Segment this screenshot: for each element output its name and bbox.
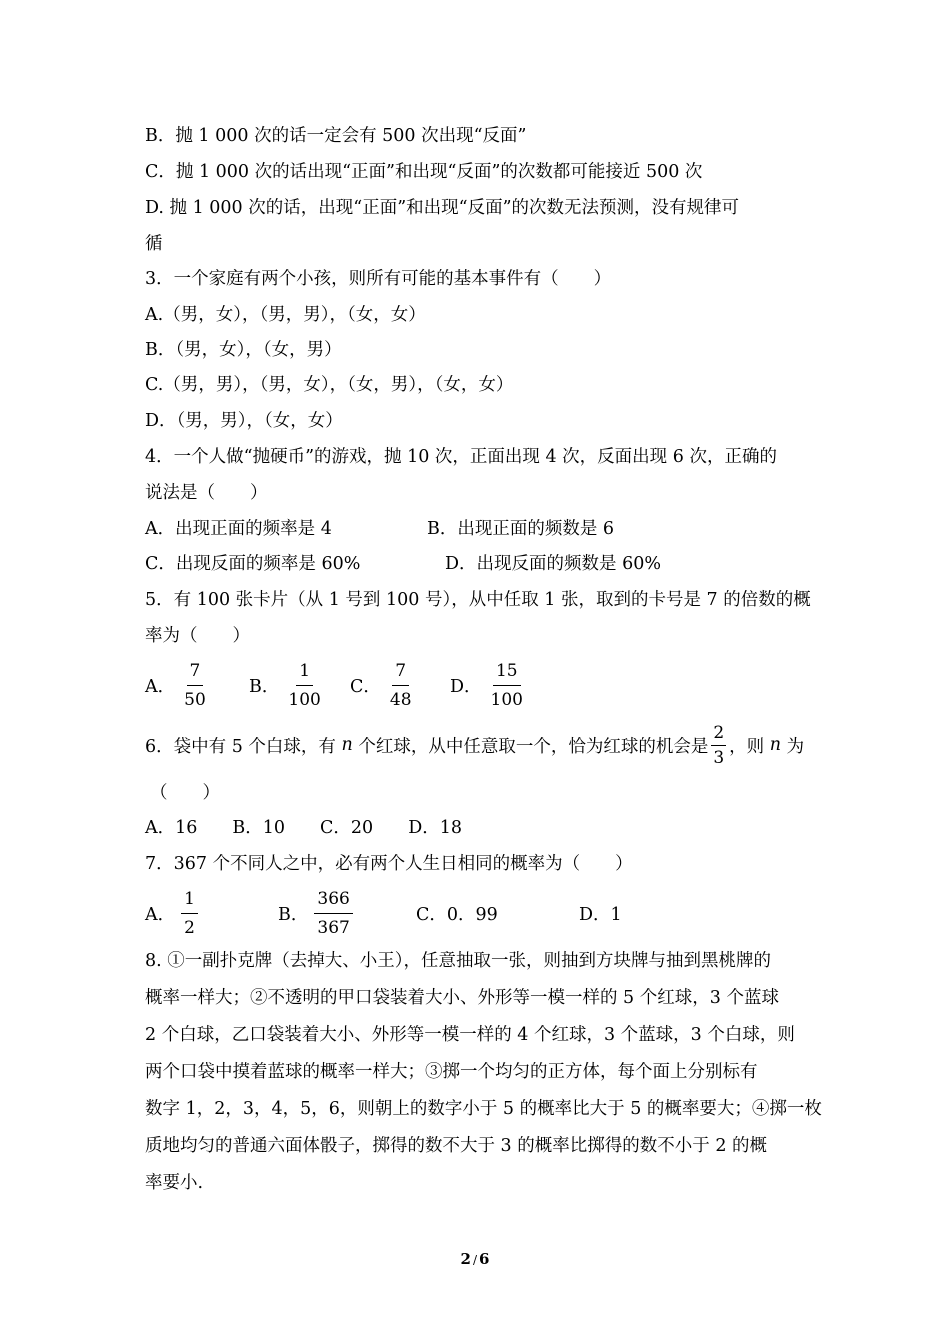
q8-stem-line5: 数字 1，2，3，4，5，6，则朝上的数字小于 5 的概率比大于 5 的概率要大；④掷一枚 bbox=[145, 1099, 822, 1119]
q8-stem-line6: 质地均匀的普通六面体骰子，掷得的数不大于 3 的概率比掷得的数不小于 2 的概 bbox=[145, 1136, 768, 1156]
q4-stem-line2: 说法是（ ） bbox=[145, 483, 268, 503]
fraction: $\frac{366}{367}$ bbox=[314, 888, 352, 939]
q5-stem-line1: 5．有 100 张卡片（从 1 号到 100 号），从中任取 1 张，取到的卡号是 7 的倍数的概 bbox=[145, 590, 811, 610]
q4-option-a: A．出现正面的频率是 4 bbox=[145, 519, 332, 539]
q8-stem-line7: 率要小. bbox=[145, 1173, 204, 1193]
q7-option-a: A． $\frac{1}{2}$ bbox=[145, 883, 198, 943]
q8-stem-line1: 8. ①一副扑克牌（去掉大、小王），任意抽取一张，则抽到方块牌与抽到黑桃牌的 bbox=[145, 951, 772, 971]
q4-option-d: D．出现反面的频数是 60% bbox=[445, 554, 661, 574]
q2-option-c: C．抛 1 000 次的话出现“正面”和出现“反面”的次数都可能接近 500 次 bbox=[145, 162, 703, 182]
q5-option-a: A． $\frac{7}{50}$ bbox=[145, 655, 209, 715]
fraction: $\frac{1}{2}$ bbox=[181, 888, 198, 939]
q3-option-a: A.（男，女），（男，男），（女，女） bbox=[145, 305, 426, 325]
q7-option-c: C．0．99 bbox=[416, 904, 498, 925]
fraction: $\frac{1}{100}$ bbox=[288, 660, 321, 710]
q7-option-b: B． $\frac{366}{367}$ bbox=[278, 883, 353, 943]
q4-option-b: B．出现正面的频数是 6 bbox=[427, 519, 615, 539]
q2-option-d-line2: 循 bbox=[145, 234, 163, 254]
q6-options: A．16 B．10 C．20 D．18 bbox=[145, 818, 462, 838]
q4-stem-line1: 4．一个人做“抛硬币”的游戏，抛 10 次，正面出现 4 次，反面出现 6 次，正确的 bbox=[145, 447, 777, 467]
q6-stem-line1: 6．袋中有 5 个白球，有 n 个红球，从中任意取一个，恰为红球的机会是 $\frac{2}{3}$ ，则 n 为 bbox=[145, 722, 805, 768]
q2-option-b: B．抛 1 000 次的话一定会有 500 次出现“反面” bbox=[145, 126, 527, 146]
q5-option-b: B． $\frac{1}{100}$ bbox=[249, 655, 324, 715]
q6-stem-line2: （ ） bbox=[150, 783, 220, 803]
q5-stem-line2: 率为（ ） bbox=[145, 626, 250, 646]
q8-stem-line3: 2 个白球，乙口袋装着大小、外形等一模一样的 4 个红球，3 个蓝球，3 个白球，则 bbox=[145, 1025, 795, 1045]
q5-option-c: C． $\frac{7}{48}$ bbox=[350, 655, 415, 715]
q8-stem-line4: 两个口袋中摸着蓝球的概率一样大；③掷一个均匀的正方体，每个面上分别标有 bbox=[145, 1062, 758, 1082]
q3-option-b: B．（男，女），（女，男） bbox=[145, 340, 342, 360]
fraction: $\frac{2}{3}$ bbox=[713, 722, 725, 768]
q7-stem: 7．367 个不同人之中，必有两个人生日相同的概率为（ ） bbox=[145, 854, 633, 874]
q4-option-c: C．出现反面的频率是 60% bbox=[145, 554, 361, 574]
fraction: $\frac{7}{50}$ bbox=[184, 660, 206, 710]
fraction: $\frac{7}{48}$ bbox=[389, 660, 412, 710]
q3-option-d: D．（男，男），（女，女） bbox=[145, 411, 343, 431]
q7-option-d: D．1 bbox=[579, 904, 622, 925]
q3-option-c: C.（男，男），（男，女），（女，男），（女，女） bbox=[145, 375, 514, 395]
fraction: $\frac{15}{100}$ bbox=[490, 660, 523, 710]
page-number: 2 / 6 bbox=[460, 1250, 490, 1268]
q5-option-d: D． $\frac{15}{100}$ bbox=[450, 655, 526, 715]
q3-stem: 3．一个家庭有两个小孩，则所有可能的基本事件有（ ） bbox=[145, 269, 612, 289]
q2-option-d-line1: D. 抛 1 000 次的话，出现“正面”和出现“反面”的次数无法预测，没有规律可 bbox=[145, 198, 740, 218]
q8-stem-line2: 概率一样大；②不透明的甲口袋装着大小、外形等一模一样的 5 个红球，3 个蓝球 bbox=[145, 988, 779, 1008]
